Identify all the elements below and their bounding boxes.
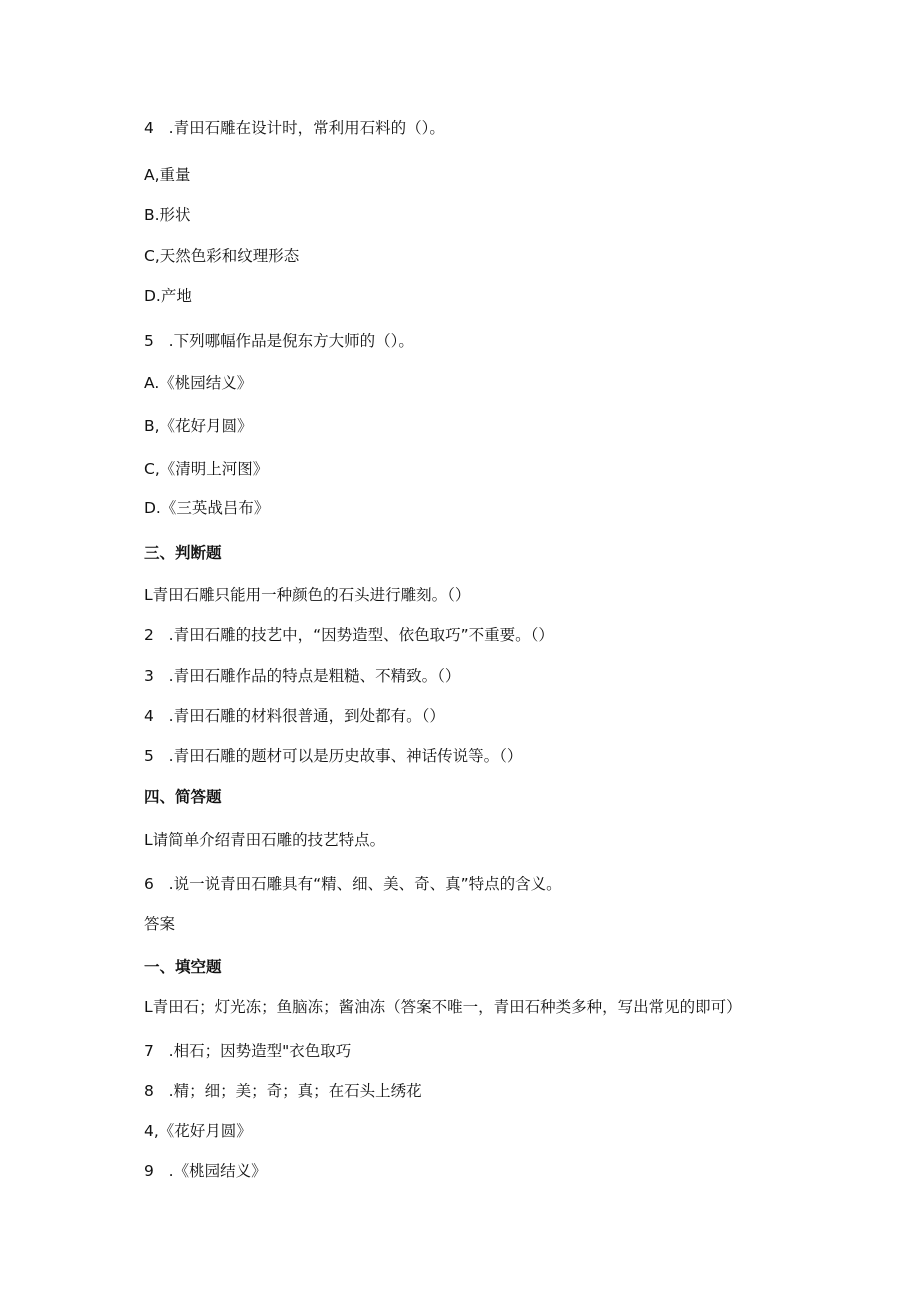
question-5-stem: 5 .下列哪幅作品是倪东方大师的（）。	[144, 332, 414, 350]
true-false-item-3: 3 .青田石雕作品的特点是粗糙、不精致。（）	[144, 667, 461, 685]
short-answer-item-2: 6 .说一说青田石雕具有“精、细、美、奇、真”特点的含义。	[144, 875, 562, 893]
answer-item-1: L青田石；灯光冻；鱼脑冻；酱油冻（答案不唯一，青田石种类多种，写出常见的即可）	[144, 998, 742, 1016]
answer-item-5: 9 .《桃园结义》	[144, 1162, 267, 1180]
question-4-option-a: A,重量	[144, 166, 191, 184]
true-false-item-4: 4 .青田石雕的材料很普通，到处都有。（）	[144, 707, 445, 725]
true-false-item-5: 5 .青田石雕的题材可以是历史故事、神话传说等。（）	[144, 747, 523, 765]
question-4-stem: 4 .青田石雕在设计时，常利用石料的（）。	[144, 119, 445, 137]
answer-item-2: 7 .相石；因势造型"衣色取巧	[144, 1042, 352, 1060]
true-false-item-1: L青田石雕只能用一种颜色的石头进行雕刻。（）	[144, 586, 471, 604]
question-4-option-d: D.产地	[144, 287, 192, 305]
question-5-option-c: C,《清明上河图》	[144, 460, 269, 478]
answer-item-3: 8 .精；细；美；奇；真；在石头上绣花	[144, 1082, 422, 1100]
short-answer-item-1: L请简单介绍青田石雕的技艺特点。	[144, 831, 386, 849]
section-3-heading: 三、判断题	[144, 544, 222, 562]
question-4-option-c: C,天然色彩和纹理形态	[144, 247, 300, 265]
true-false-item-2: 2 .青田石雕的技艺中，“因势造型、依色取巧”不重要。（）	[144, 626, 554, 644]
answers-label: 答案	[144, 915, 176, 933]
question-5-option-d: D.《三英战吕布》	[144, 499, 270, 517]
answer-item-4: 4,《花好月圆》	[144, 1122, 252, 1140]
question-5-option-b: B,《花好月圆》	[144, 417, 253, 435]
section-4-heading: 四、简答题	[144, 788, 222, 806]
answers-heading: 一、填空题	[144, 958, 222, 976]
question-5-option-a: A.《桃园结义》	[144, 374, 253, 392]
question-4-option-b: B.形状	[144, 206, 191, 224]
